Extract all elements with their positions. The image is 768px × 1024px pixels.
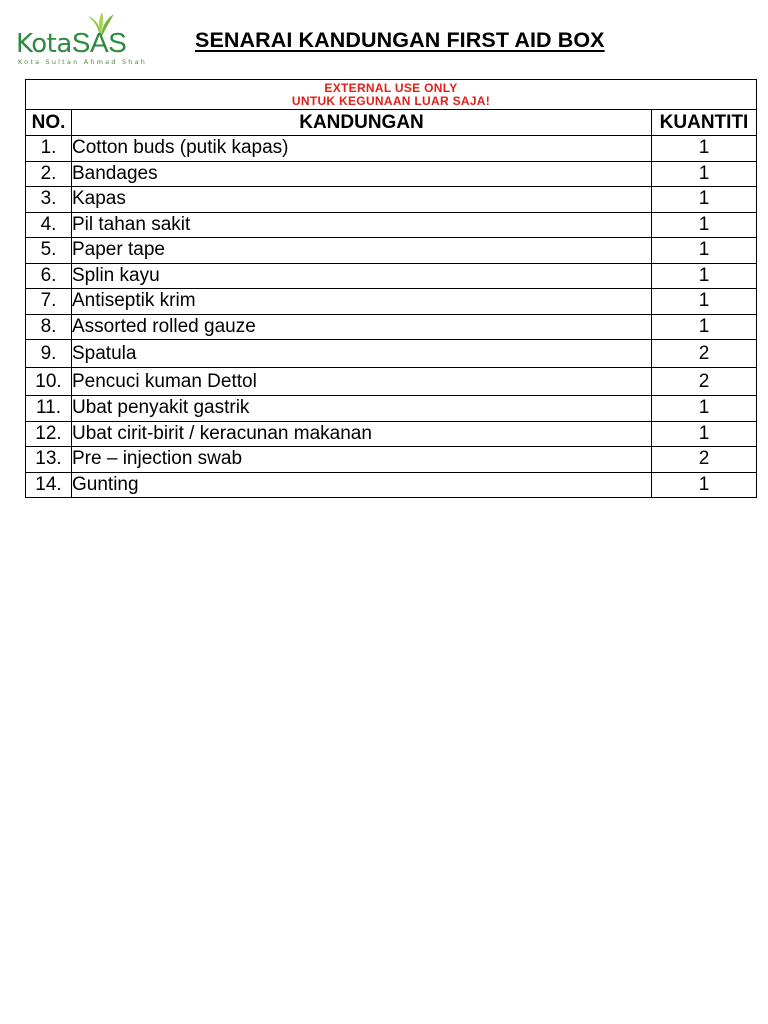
row-item: Splin kayu (72, 263, 652, 289)
row-quantity: 1 (652, 212, 757, 238)
table-row (26, 238, 757, 264)
row-quantity: 1 (652, 472, 757, 498)
table-row (26, 161, 757, 187)
row-number: 14. (26, 472, 72, 498)
table-row (26, 187, 757, 213)
row-quantity: 1 (652, 263, 757, 289)
row-number: 3. (26, 187, 72, 213)
table-row (26, 472, 757, 498)
row-number: 8. (26, 314, 72, 340)
row-quantity: 1 (652, 289, 757, 315)
row-item: Assorted rolled gauze (72, 314, 652, 340)
row-quantity: 2 (652, 447, 757, 473)
row-quantity: 1 (652, 187, 757, 213)
logo-wordmark-kota: Kota (16, 29, 72, 59)
row-item: Pencuci kuman Dettol (72, 368, 652, 396)
row-number: 5. (26, 238, 72, 264)
notice-line-malay: UNTUK KEGUNAAN LUAR SAJA! (291, 93, 491, 108)
row-number: 2. (26, 161, 72, 187)
row-item: Pre – injection swab (72, 447, 652, 473)
row-quantity: 1 (652, 161, 757, 187)
table-row (26, 421, 757, 447)
column-header-no: NO. (26, 110, 72, 136)
row-number: 4. (26, 212, 72, 238)
logo-tagline: Kota Sultan Ahmad Shah (18, 58, 148, 66)
row-number: 6. (26, 263, 72, 289)
table-row (26, 447, 757, 473)
row-quantity: 1 (652, 396, 757, 422)
row-quantity: 2 (652, 340, 757, 368)
row-item: Kapas (72, 187, 652, 213)
row-item: Cotton buds (putik kapas) (72, 136, 652, 162)
table-row (26, 212, 757, 238)
table-row (26, 136, 757, 162)
first-aid-contents-table (25, 79, 757, 498)
table-row (26, 368, 757, 396)
row-item: Spatula (72, 340, 652, 368)
row-number: 12. (26, 421, 72, 447)
table-row (26, 289, 757, 315)
table-row (26, 263, 757, 289)
external-use-notice (26, 80, 757, 110)
row-quantity: 1 (652, 238, 757, 264)
row-number: 7. (26, 289, 72, 315)
row-quantity: 1 (652, 314, 757, 340)
table-row (26, 314, 757, 340)
row-item: Paper tape (72, 238, 652, 264)
logo-wordmark (16, 27, 127, 59)
table-row (26, 396, 757, 422)
row-number: 13. (26, 447, 72, 473)
kotasas-logo (8, 6, 173, 66)
row-quantity: 2 (652, 368, 757, 396)
row-quantity: 1 (652, 421, 757, 447)
row-item: Ubat penyakit gastrik (72, 396, 652, 422)
row-number: 10. (26, 368, 72, 396)
row-item: Bandages (72, 161, 652, 187)
notice-line-english: EXTERNAL USE ONLY (324, 80, 458, 95)
row-item: Pil tahan sakit (72, 212, 652, 238)
column-header-kandungan: KANDUNGAN (72, 110, 652, 136)
row-item: Ubat cirit-birit / keracunan makanan (72, 421, 652, 447)
row-number: 1. (26, 136, 72, 162)
logo-wordmark-sas: SAS (71, 27, 127, 58)
document-title: SENARAI KANDUNGAN FIRST AID BOX (195, 28, 605, 52)
column-header-kuantiti: KUANTITI (652, 110, 757, 136)
row-quantity: 1 (652, 136, 757, 162)
table-row (26, 340, 757, 368)
row-number: 11. (26, 396, 72, 422)
row-number: 9. (26, 340, 72, 368)
row-item: Antiseptik krim (72, 289, 652, 315)
row-item: Gunting (72, 472, 652, 498)
